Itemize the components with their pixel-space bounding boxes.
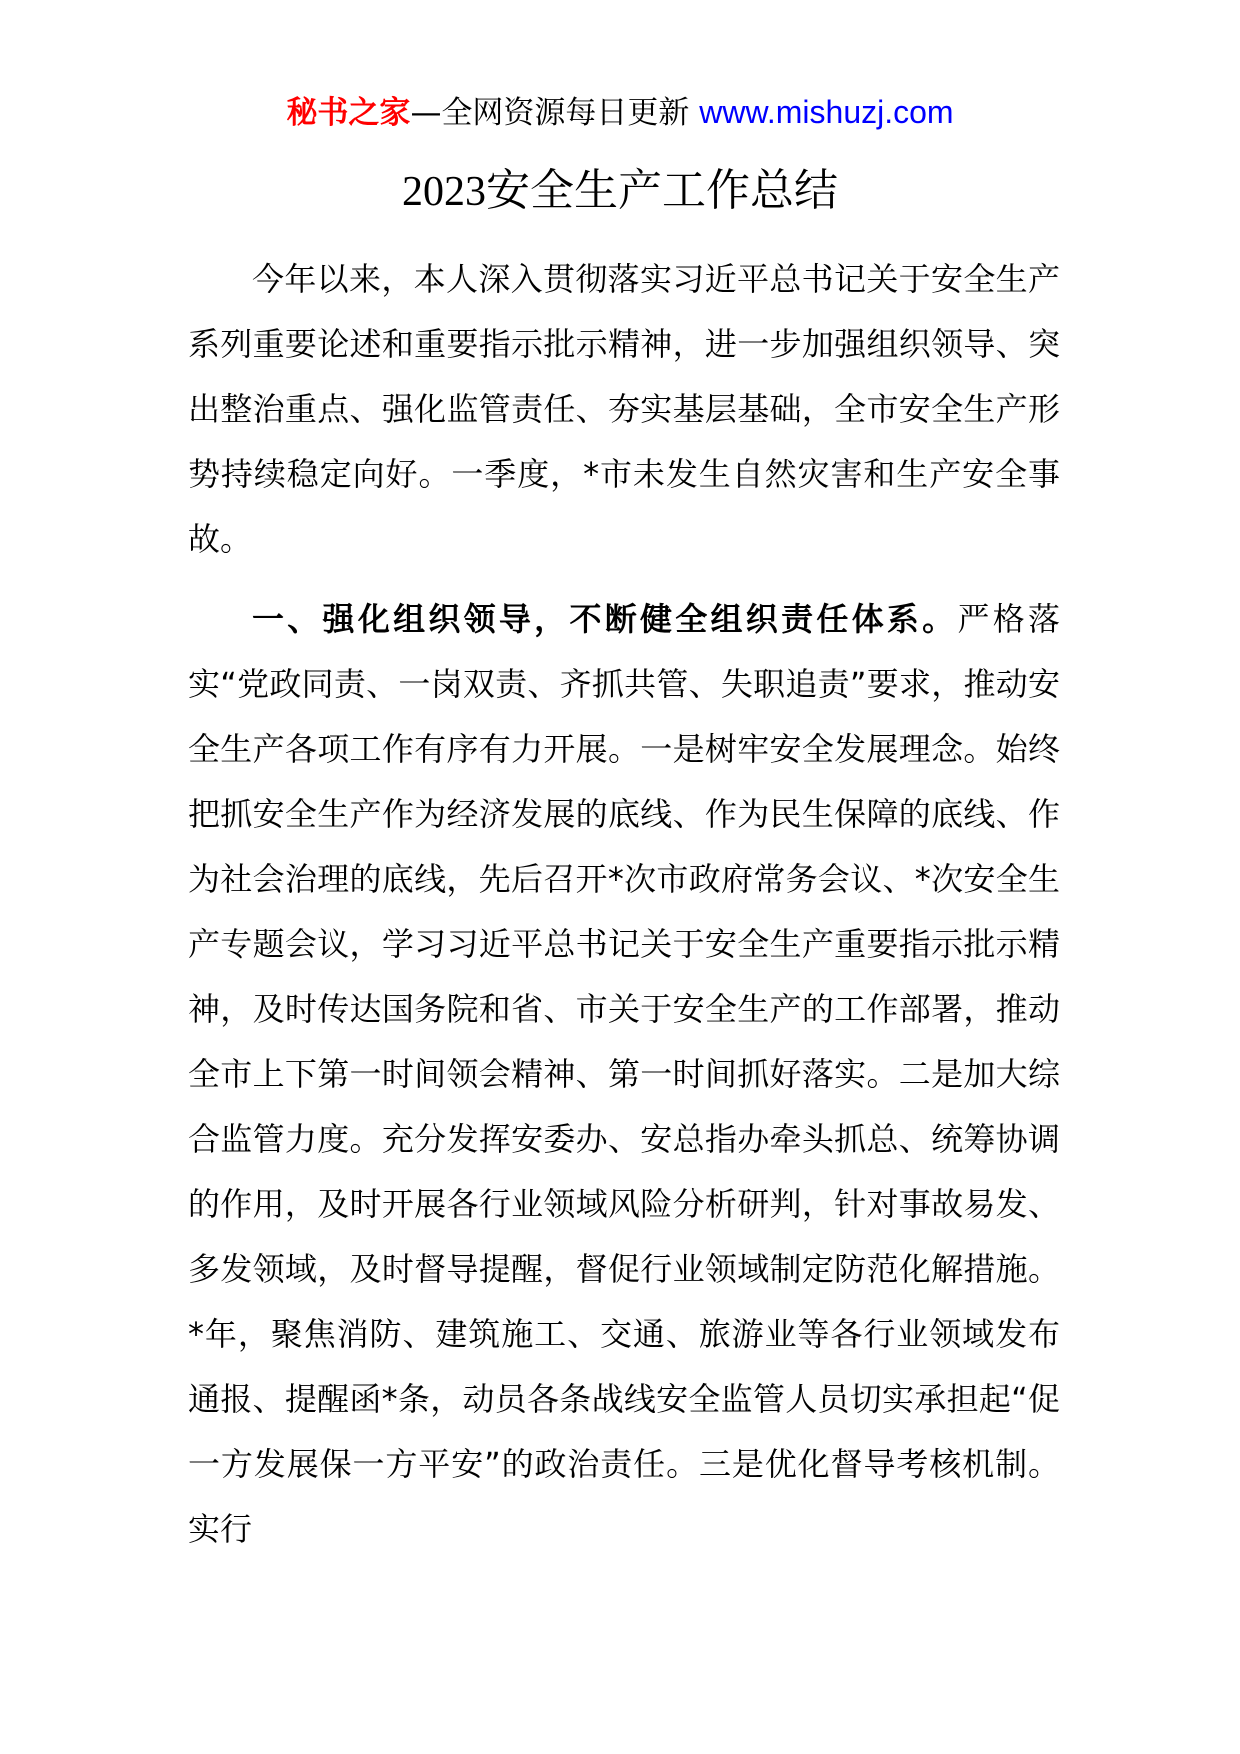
paragraph-text: 严格落实“党政同责、一岗双责、齐抓共管、失职追责”要求，推动安全生产各项工作有序有力开展。一是树牢安全发展理念。始终把抓安全生产作为经济发展的底线、作为民生保障的底线、作为社会治理的底线，先后召开*次市政府常务会议、*次安全生产专题会议，学习习近平总书记关于安全生产重要指示批示精神，及时传达国务院和省、市关于安全生产的工作部署，推动全市上下第一时间领会精神、第一时间抓好落实。二是加大综合监管力度。充分发挥安委办、安总指办牵头抓总、统筹协调的作用，及时开展各行业领域风险分析研判，针对事故易发、多发领域，及时督导提醒，督促行业领域制定防范化解措施。*年，聚焦消防、建筑施工、交通、旅游业等各行业领域发布通报、提醒函*条，动员各条战线安全监管人员切实承担起“促一方发展保一方平安”的政治责任。三是优化督导考核机制。实行: [188, 600, 1060, 1548]
title-text: 安全生产工作总结: [486, 165, 838, 216]
header-tagline: —全网资源每日更新: [410, 95, 700, 131]
intro-paragraph: [188, 247, 1060, 572]
brand-name: 秘书之家: [286, 95, 411, 131]
site-url-link[interactable]: www.mishuzj.com: [699, 94, 954, 130]
site-header: [0, 92, 1240, 133]
title-year: 2023: [402, 169, 486, 215]
section-one-paragraph: [188, 587, 1060, 1562]
section-heading: 一、强化组织领导，不断健全组织责任体系。: [252, 600, 958, 638]
document-title: [0, 163, 1240, 220]
paragraph-text: 今年以来，本人深入贯彻落实习近平总书记关于安全生产系列重要论述和重要指示批示精神，进一步加强组织领导、突出整治重点、强化监管责任、夯实基层基础，全市安全生产形势持续稳定向好。一季度，*市未发生自然灾害和生产安全事故。: [188, 260, 1060, 558]
